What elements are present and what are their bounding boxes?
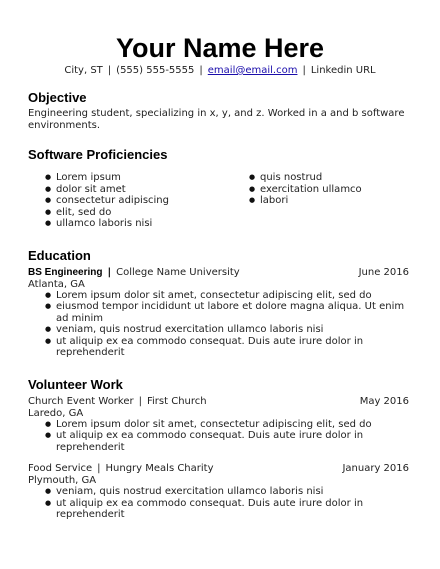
volunteer-date: May 2016 [359, 395, 409, 407]
education-bullet: ● ut aliquip ex ea commodo consequat. Duis aute irure dolor in reprehenderit [28, 336, 412, 359]
volunteer-heading: Volunteer Work [28, 376, 123, 392]
education-entry-header [28, 267, 412, 279]
volunteer-location: Laredo, GA [28, 407, 84, 419]
objective-text: Engineering student, specializing in x, y, and z. Worked in a and b software environments. [28, 108, 405, 131]
skill-item: ● labori [232, 195, 362, 207]
education-bullet: ● eiusmod tempor incididunt ut labore et dolore magna aliqua. Ut enim ad minim [28, 301, 412, 324]
volunteer-separator: | [97, 463, 101, 474]
objective-heading: Objective [28, 90, 87, 105]
contact-separator: | [199, 65, 203, 76]
volunteer-entry [28, 396, 412, 454]
contact-separator: | [302, 65, 306, 76]
volunteer-bullet: ● Lorem ipsum dolor sit amet, consectetur adipiscing elit, sed do [28, 419, 412, 431]
education-separator: | [107, 266, 112, 278]
education-heading: Education [28, 247, 91, 263]
education-school: College Name University [116, 266, 240, 278]
contact-email-link[interactable]: email@email.com [207, 65, 298, 76]
volunteer-bullets [28, 486, 412, 521]
skill-item: ● ullamco laboris nisi [28, 218, 232, 230]
candidate-name: Your Name Here [115, 33, 325, 63]
volunteer-bullet: ● ut aliquip ex ea commodo consequat. Duis aute irure dolor in reprehenderit [28, 430, 412, 453]
skill-item: ● consectetur adipiscing [28, 195, 232, 207]
volunteer-section [28, 377, 412, 521]
volunteer-location: Plymouth, GA [28, 475, 97, 486]
volunteer-role: Church Event Worker [28, 395, 134, 407]
objective-section [28, 90, 412, 132]
volunteer-org: First Church [147, 395, 207, 407]
education-date: June 2016 [358, 266, 409, 278]
education-bullet: ● Lorem ipsum dolor sit amet, consectetur adipiscing elit, sed do [28, 290, 412, 302]
education-bullets [28, 290, 412, 359]
skill-item: ● elit, sed do [28, 207, 232, 219]
volunteer-bullet: ● ut aliquip ex ea commodo consequat. Duis aute irure dolor in reprehenderit [28, 498, 412, 521]
skill-item: ● Lorem ipsum [28, 172, 232, 184]
education-section [28, 248, 412, 359]
skill-item: ● quis nostrud [232, 172, 362, 184]
volunteer-bullets [28, 419, 412, 454]
education-degree: BS Engineering [28, 266, 103, 278]
skill-item: ● dolor sit amet [28, 184, 232, 196]
education-bullet: ● veniam, quis nostrud exercitation ullamco laboris nisi [28, 324, 412, 336]
volunteer-org: Hungry Meals Charity [105, 463, 214, 474]
skills-list-2 [232, 172, 362, 230]
volunteer-separator: | [138, 395, 142, 407]
skills-section [28, 147, 412, 230]
contact-line [28, 64, 412, 77]
volunteer-date: January 2016 [342, 463, 409, 474]
skills-heading: Software Proficiencies [28, 147, 168, 162]
volunteer-entry [28, 463, 412, 521]
contact-phone: (555) 555-5555 [116, 65, 195, 76]
skills-list-1 [28, 172, 232, 230]
contact-linkedin: Linkedin URL [310, 65, 376, 76]
contact-separator: | [107, 65, 112, 76]
contact-location: City, ST [64, 65, 103, 76]
volunteer-role: Food Service [28, 463, 93, 474]
volunteer-bullet: ● veniam, quis nostrud exercitation ullamco laboris nisi [28, 486, 412, 498]
volunteer-entry-header [28, 463, 412, 475]
volunteer-entry-header [28, 396, 412, 408]
skills-columns [28, 172, 412, 230]
education-location: Atlanta, GA [28, 278, 85, 290]
skill-item: ● exercitation ullamco [232, 184, 362, 196]
